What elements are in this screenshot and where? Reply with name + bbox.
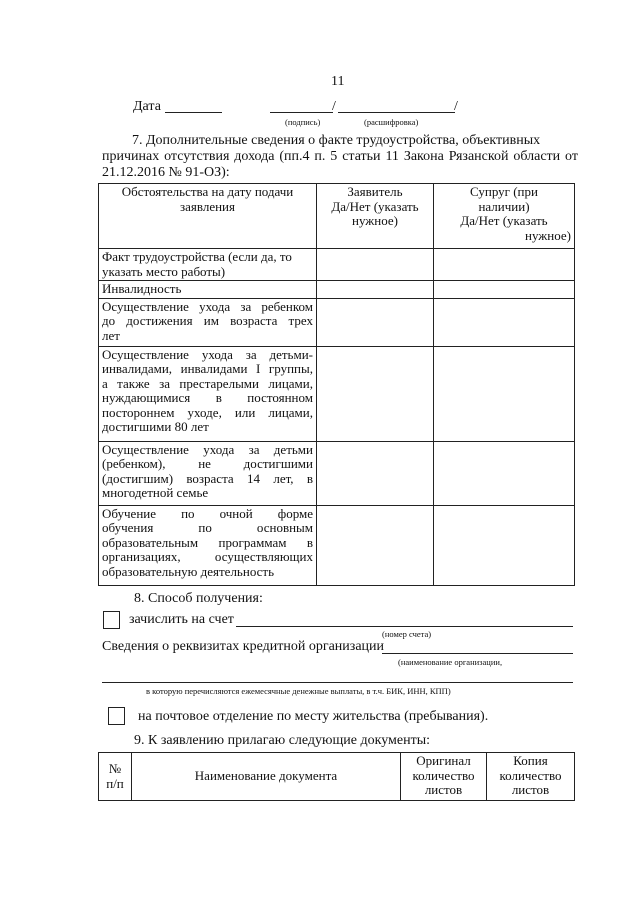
table-row: [99, 249, 575, 281]
header-spouse: Супруг (при наличии) Да/Нет (указать нужное): [434, 184, 575, 249]
row-disabled-care: Осуществление ухода за детьми- инвалидами, инвалидами I группы, а также за престарелыми лицами, нуждающимися в постоянном постороннем уходе, или лицами, достигшими 80 лет: [99, 346, 317, 441]
signature-slash-1: /: [332, 99, 336, 114]
post-office-option-label: на почтовое отделение по месту жительства (пребывания).: [138, 709, 489, 724]
bank-name-field[interactable]: [382, 653, 573, 654]
cell-spouse-education[interactable]: [434, 505, 575, 585]
section7-line-1: [132, 133, 578, 149]
account-number-field[interactable]: [236, 626, 573, 627]
row-education: Обучение по очной форме обучения по основным образовательным программам в организациях, осуществляющих образовательную деятельность: [99, 505, 317, 585]
account-caption: (номер счета): [382, 629, 432, 639]
cell-applicant-education[interactable]: [317, 505, 434, 585]
section7-line-3: 21.12.2016 № 91-ОЗ):: [102, 165, 230, 180]
table-row: [99, 281, 575, 299]
doc-header-number: № п/п: [99, 753, 132, 801]
cell-spouse-child-care[interactable]: [434, 298, 575, 346]
cell-applicant-employment[interactable]: [317, 249, 434, 281]
header-circumstances: Обстоятельства на дату подачи заявления: [99, 184, 317, 249]
bank-caption: (наименование организации,: [398, 657, 503, 667]
table-row: [99, 505, 575, 585]
section7-line-2: причинах отсутствия дохода (пп.4 п. 5 статьи 11 Закона Рязанской области от: [102, 149, 578, 164]
row-disability: Инвалидность: [99, 281, 317, 299]
account-option-label: зачислить на счет: [129, 612, 234, 627]
doc-header-original: Оригинал количество листов: [401, 753, 487, 801]
row-employment: Факт трудоустройства (если да, то указать место работы): [99, 249, 317, 281]
signature-field[interactable]: [270, 112, 333, 113]
signature-slash-2: /: [454, 99, 458, 114]
cell-spouse-employment[interactable]: [434, 249, 575, 281]
cell-applicant-child-care[interactable]: [317, 298, 434, 346]
post-office-checkbox[interactable]: [108, 707, 125, 725]
sign-caption: (подпись): [285, 117, 321, 127]
cell-applicant-large-family[interactable]: [317, 441, 434, 505]
circumstances-table: [98, 183, 575, 586]
decode-field[interactable]: [338, 112, 455, 113]
date-field[interactable]: [165, 112, 222, 113]
bank-caption-2: в которую перечисляются ежемесячные денежные выплаты, в т.ч. БИК, ИНН, КПП): [146, 686, 451, 696]
documents-header-row: [99, 753, 575, 801]
doc-header-copy: Копия количество листов: [487, 753, 575, 801]
documents-table: [98, 752, 575, 801]
bank-label: Сведения о реквизитах кредитной организации: [102, 639, 385, 654]
cell-spouse-large-family[interactable]: [434, 441, 575, 505]
section7-text-1: 7. Дополнительные сведения о факте трудоустройства, объективных: [132, 133, 541, 148]
row-child-care: Осуществление ухода за ребенком до достижения им возраста трех лет: [99, 298, 317, 346]
section9-title: 9. К заявлению прилагаю следующие документы:: [134, 733, 431, 748]
cell-spouse-disabled-care[interactable]: [434, 346, 575, 441]
section8-title: 8. Способ получения:: [134, 591, 263, 606]
bank-details-field[interactable]: [102, 682, 573, 683]
table-row: [99, 346, 575, 441]
doc-header-name: Наименование документа: [132, 753, 401, 801]
cell-applicant-disabled-care[interactable]: [317, 346, 434, 441]
decode-caption: (расшифровка): [364, 117, 419, 127]
header-applicant: Заявитель Да/Нет (указать нужное): [317, 184, 434, 249]
page-number: 11: [331, 74, 345, 89]
cell-applicant-disability[interactable]: [317, 281, 434, 299]
table-row: [99, 441, 575, 505]
date-label: Дата: [133, 99, 161, 114]
account-checkbox[interactable]: [103, 611, 120, 629]
table-header-row: [99, 184, 575, 249]
table-row: [99, 298, 575, 346]
row-large-family: Осуществление ухода за детьми (ребенком), не достигшими (достигшим) возраста 14 лет, в многодетной семье: [99, 441, 317, 505]
cell-spouse-disability[interactable]: [434, 281, 575, 299]
